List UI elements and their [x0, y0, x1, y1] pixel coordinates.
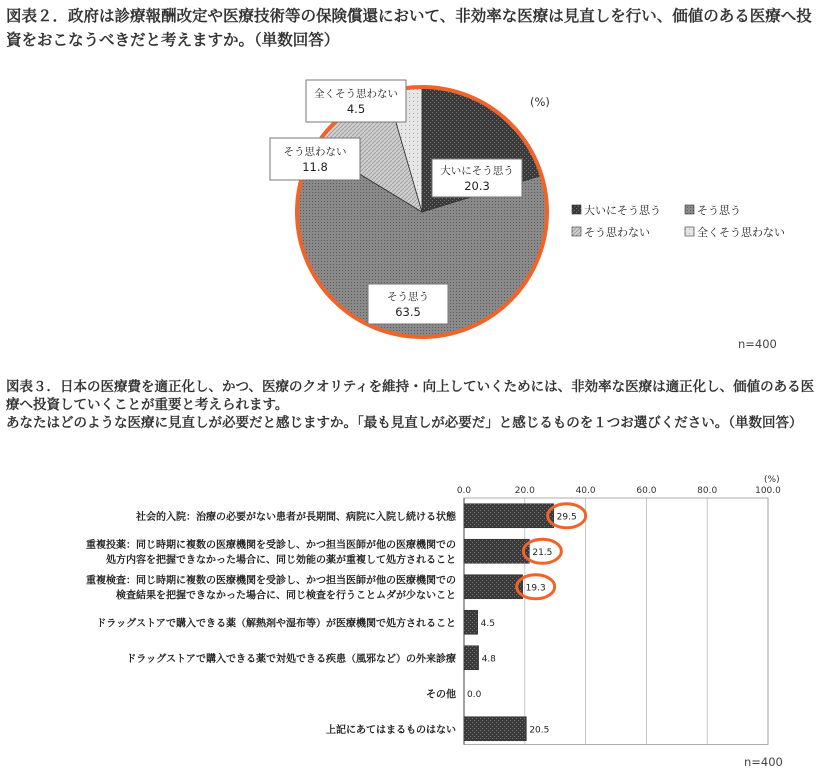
pie-chart [0, 72, 821, 372]
legend-swatch [685, 205, 694, 214]
x-tick-label: 100.0 [755, 486, 781, 496]
bar-value-label: 19.3 [525, 583, 546, 594]
figure-2-title: 図表２．政府は診療報酬改定や医療技術等の保険償還において、非効率な医療は見直しを行い、価値のある医療へ投資をおこなうべきだと考えますか。（単数回答） [6, 7, 812, 49]
plot-frame [464, 498, 768, 745]
bar-value-label: 4.5 [480, 618, 496, 629]
legend-label: 全くそう思わない [697, 226, 785, 239]
bar-value-label: 20.5 [529, 725, 550, 736]
category-label: 上記にあてはまるものはない [326, 724, 456, 736]
bar [464, 646, 479, 670]
legend-swatch [572, 205, 581, 214]
bar [464, 717, 526, 741]
pie-label-name: そう思わない [283, 146, 347, 158]
category-label: 検査結果を把握できなかった場合に、同じ検査を行うことムダが少ないこと [116, 590, 456, 602]
pie-n-label: n=400 [738, 337, 777, 351]
legend-label: そう思う [697, 204, 741, 217]
legend-swatch [572, 227, 581, 236]
x-tick-label: 60.0 [636, 486, 657, 496]
bar-value-label: 21.5 [532, 547, 553, 558]
x-tick-label: 0.0 [456, 486, 472, 496]
category-label: ドラッグストアで購入できる薬（解熱剤や湿布等）が医療機関で処方されること [96, 618, 456, 630]
bar-unit-label: (%) [764, 475, 780, 485]
category-label: 重複投薬：同じ時期に複数の医療機関を受診し、かつ担当医師が他の医療機関での [86, 539, 456, 551]
pie-label-name: 大いにそう思う [440, 165, 514, 177]
category-label: その他 [426, 689, 456, 701]
category-label: 社会的入院：治療の必要がない患者が長期間、病院に入院し続ける状態 [136, 511, 456, 523]
category-label: 処方内容を把握できなかった場合に、同じ効能の薬が重複して処方されること [106, 554, 456, 566]
category-label: 重複検査：同じ時期に複数の医療機関を受診し、かつ担当医師が他の医療機関での [86, 575, 456, 587]
legend-label: 大いにそう思う [584, 204, 661, 217]
pie-label-value: 20.3 [464, 179, 490, 193]
legend-label: そう思わない [584, 226, 650, 239]
bar [464, 539, 529, 563]
figure-3-title: 図表３．日本の医療費を適正化し、かつ、医療のクオリティを維持・向上していくためには、非効率な医療は適正化し、価値のある医療へ投資していくことが重要と考えられます。 あなたはどのような医療に見直しが必要だと感じますか。「最も見直しが必要だ」と感じるものを１つお選びください。（単数回答） [6, 379, 815, 431]
pie-unit-label: (%) [530, 95, 550, 109]
pie-label-value: 4.5 [346, 102, 366, 116]
bar-value-label: 29.5 [556, 512, 577, 523]
x-tick-label: 40.0 [575, 486, 596, 496]
bar [464, 575, 523, 599]
legend-swatch [685, 227, 694, 236]
x-tick-label: 80.0 [697, 486, 718, 496]
pie-label-name: 全くそう思わない [314, 88, 398, 100]
bar-value-label: 0.0 [467, 689, 482, 700]
bar [464, 504, 554, 528]
pie-label-value: 11.8 [302, 160, 328, 174]
pie-label-name: そう思う [387, 291, 429, 303]
bar-n-label: n=400 [744, 755, 783, 769]
x-tick-label: 20.0 [514, 486, 535, 496]
bar-chart [0, 470, 821, 772]
category-label: ドラッグストアで購入できる薬で対処できる疾患（風邪など）の外来診療 [126, 653, 456, 665]
bar-value-label: 4.8 [481, 654, 496, 665]
pie-label-value: 63.5 [395, 305, 421, 319]
bar [464, 610, 478, 634]
